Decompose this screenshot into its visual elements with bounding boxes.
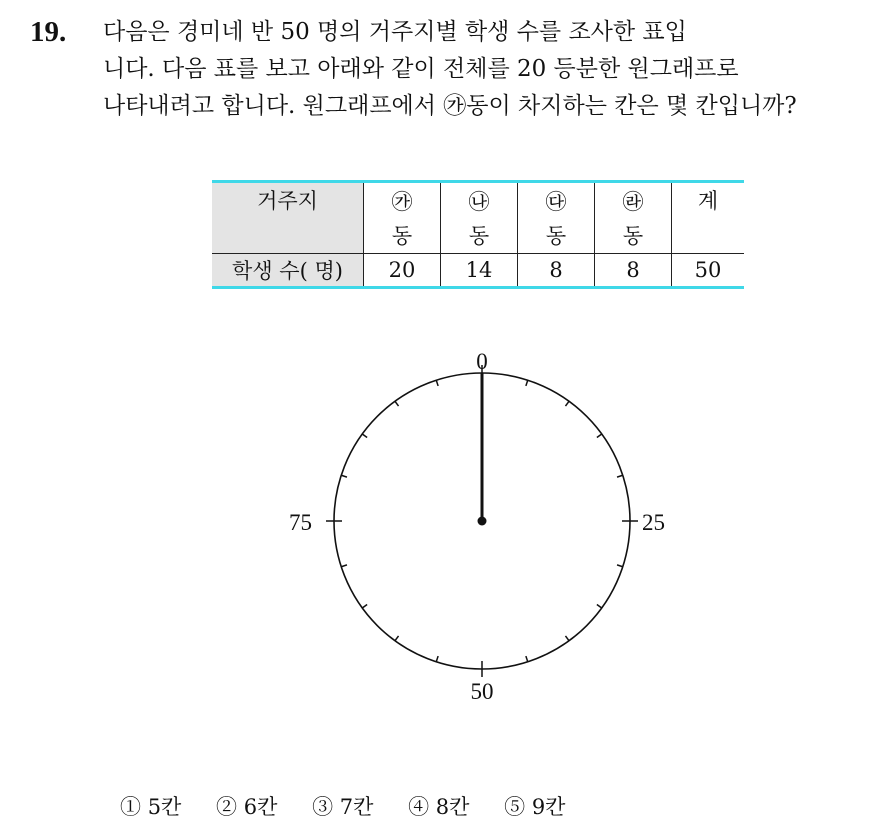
tick-mark: [362, 604, 367, 608]
choice-text: 5칸: [147, 795, 182, 819]
center-dot: [478, 517, 487, 526]
column-symbol: ㉱: [622, 190, 644, 214]
value-ga: 20: [364, 254, 441, 288]
choice-3[interactable]: [312, 791, 373, 821]
column-symbol: ㉯: [468, 190, 490, 214]
label-left: 75: [289, 510, 312, 535]
choice-text: 9칸: [531, 795, 566, 819]
tick-mark: [362, 434, 367, 438]
tick-mark: [436, 656, 438, 662]
column-dong: 동: [622, 224, 644, 248]
answer-choices: [120, 791, 593, 821]
column-header-ra: [595, 182, 672, 254]
column-symbol: ㉰: [545, 190, 567, 214]
value-na: 14: [441, 254, 518, 288]
question-line-3: 나타내려고 합니다. 원그래프에서 ㉮동이 차지하는 칸은 몇 칸입니까?: [103, 93, 797, 119]
tick-mark: [597, 434, 602, 438]
value-da: 8: [518, 254, 595, 288]
tick-mark: [565, 636, 569, 641]
row-value-label: 학생 수( 명): [212, 254, 364, 288]
label-right: 25: [642, 510, 665, 535]
choice-number: ①: [120, 795, 141, 819]
column-header-da: [518, 182, 595, 254]
table-value-row: [212, 254, 744, 288]
choice-text: 8칸: [435, 795, 470, 819]
tick-mark: [526, 380, 528, 386]
choice-number: ④: [408, 795, 430, 819]
choice-4[interactable]: [408, 791, 469, 821]
tick-mark: [565, 401, 569, 406]
column-dong: 동: [468, 224, 490, 248]
column-header-ga: [364, 182, 441, 254]
choice-number: ③: [312, 795, 334, 819]
tick-mark: [597, 604, 602, 608]
tick-mark: [341, 565, 347, 567]
tick-mark: [395, 401, 399, 406]
label-bottom: 50: [470, 679, 494, 704]
tick-mark: [341, 475, 347, 477]
column-dong: 동: [545, 224, 567, 248]
column-dong: 동: [391, 224, 413, 248]
question-line-2: 니다. 다음 표를 보고 아래와 같이 전체를 20 등분한 원그래프로: [103, 56, 739, 82]
choice-5[interactable]: [504, 791, 565, 821]
row-header-label: 거주지: [212, 182, 364, 254]
question-number: 19.: [30, 16, 67, 48]
choice-number: ⑤: [504, 795, 526, 819]
residence-table: [212, 180, 744, 289]
choice-2[interactable]: [216, 791, 277, 821]
tick-mark: [526, 656, 528, 662]
column-header-na: [441, 182, 518, 254]
choice-text: 7칸: [339, 795, 374, 819]
label-top: 0: [476, 349, 488, 374]
column-header-total: 계: [672, 182, 745, 254]
choice-text: 6칸: [243, 795, 278, 819]
circle-graph: [260, 340, 665, 710]
question-line-1: 다음은 경미네 반 50 명의 거주지별 학생 수를 조사한 표입: [103, 19, 687, 45]
value-total: 50: [672, 254, 745, 288]
tick-mark: [617, 475, 623, 477]
choice-number: ②: [216, 795, 238, 819]
column-symbol: ㉮: [391, 190, 413, 214]
choice-1[interactable]: [120, 791, 181, 821]
value-ra: 8: [595, 254, 672, 288]
tick-mark: [617, 565, 623, 567]
table-header-row: [212, 182, 744, 254]
tick-mark: [436, 380, 438, 386]
tick-mark: [395, 636, 399, 641]
question-text: [103, 14, 873, 125]
